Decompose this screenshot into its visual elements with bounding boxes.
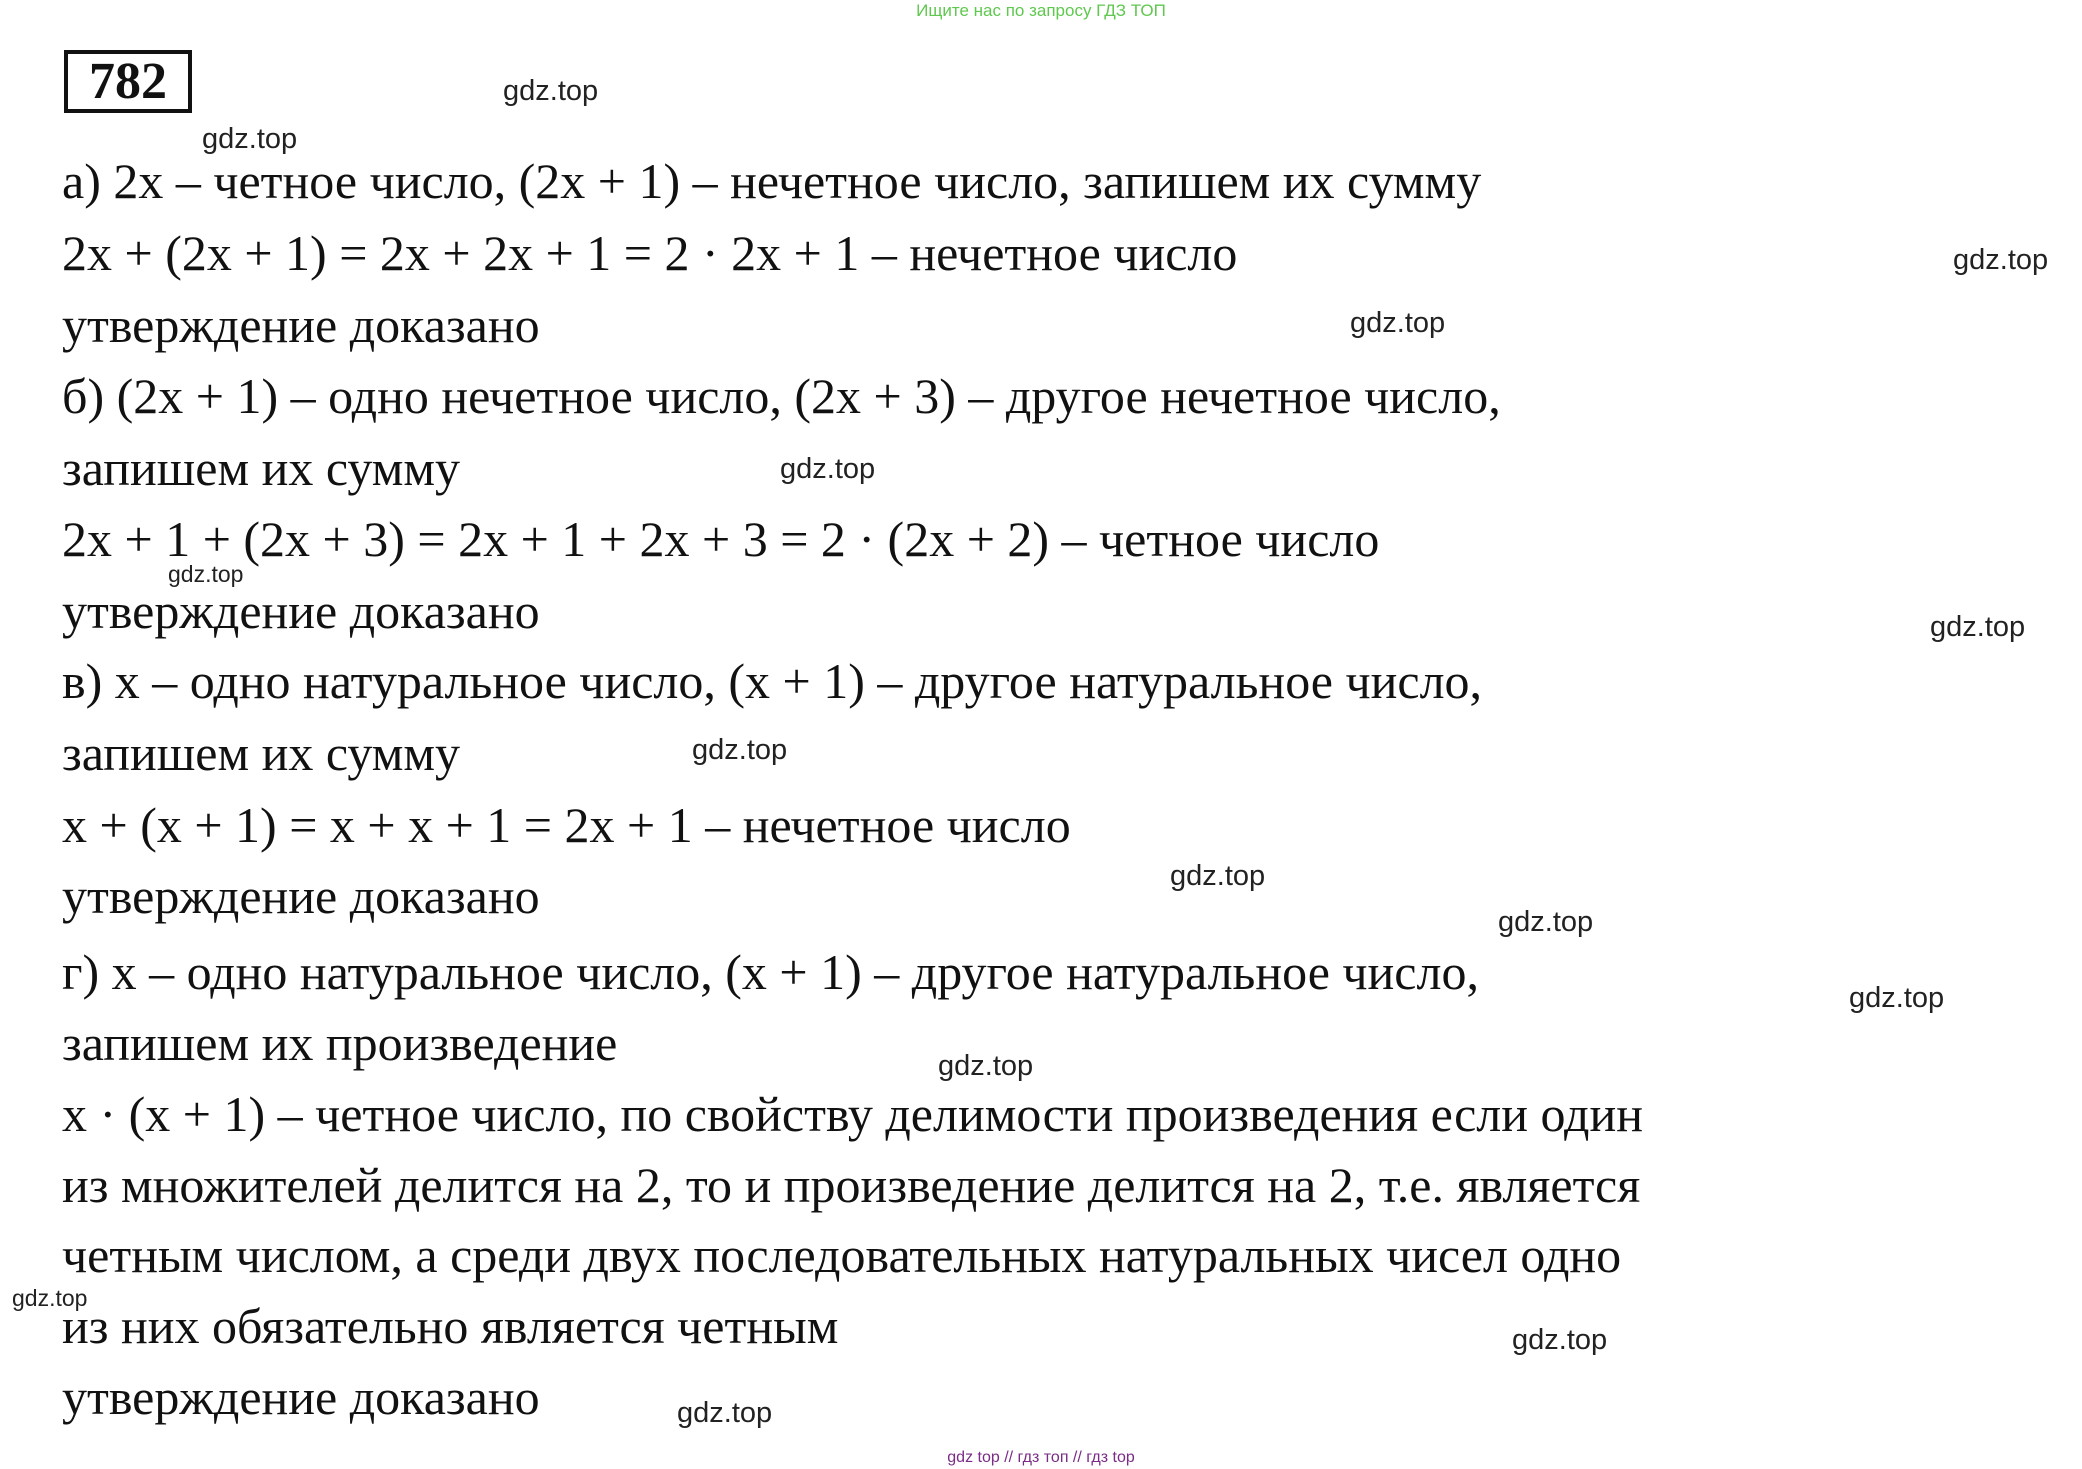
watermark: gdz.top [938, 1050, 1034, 1082]
solution-line-c3: х + (х + 1) = х + х + 1 = 2х + 1 – нечетное число [62, 797, 1071, 853]
watermark: gdz.top [692, 734, 788, 766]
solution-line-a2: 2х + (2х + 1) = 2х + 2х + 1 = 2 · 2х + 1 – нечетное число [62, 225, 1238, 281]
solution-line-d7: утверждение доказано [62, 1369, 540, 1425]
solution-line-a1: а) 2х – четное число, (2х + 1) – нечетное число, запишем их сумму [62, 153, 1482, 209]
watermark: gdz.top [12, 1285, 88, 1311]
watermark: gdz.top [1498, 906, 1594, 938]
watermark: gdz.top [202, 123, 298, 155]
solution-line-b4: утверждение доказано [62, 583, 540, 639]
exercise-number: 782 [64, 50, 192, 113]
solution-line-d6: из них обязательно является четным [62, 1298, 839, 1354]
watermark: gdz.top [1953, 244, 2049, 276]
watermark: gdz.top [503, 75, 599, 107]
watermark: gdz.top [168, 561, 244, 587]
solution-line-c4: утверждение доказано [62, 868, 540, 924]
watermark: gdz.top [1930, 611, 2026, 643]
solution-line-d2: запишем их произведение [62, 1015, 618, 1071]
solution-line-d4: из множителей делится на 2, то и произведение делится на 2, т.е. является [62, 1157, 1641, 1213]
watermark: gdz.top [677, 1397, 773, 1429]
solution-line-b1: б) (2х + 1) – одно нечетное число, (2х + 3) – другое нечетное число, [62, 368, 1501, 424]
watermark: gdz.top [1849, 982, 1945, 1014]
solution-line-d3: х · (х + 1) – четное число, по свойству делимости произведения если один [62, 1086, 1644, 1142]
solution-line-b2: запишем их сумму [62, 440, 461, 496]
solution-line-c2: запишем их сумму [62, 725, 461, 781]
solution-line-a3: утверждение доказано [62, 297, 540, 353]
footer-watermark: gdz top // гдз топ // гдз top [947, 1449, 1135, 1466]
watermark: gdz.top [1350, 307, 1446, 339]
solution-line-c1: в) х – одно натуральное число, (х + 1) – другое натуральное число, [62, 653, 1483, 709]
solution-line-d1: г) х – одно натуральное число, (х + 1) – другое натуральное число, [62, 944, 1479, 1000]
watermark: gdz.top [1170, 860, 1266, 892]
watermark: gdz.top [780, 453, 876, 485]
watermark: gdz.top [1512, 1324, 1608, 1356]
solution-line-b3: 2х + 1 + (2х + 3) = 2х + 1 + 2х + 3 = 2 · (2х + 2) – четное число [62, 511, 1380, 567]
solution-line-d5: четным числом, а среди двух последовательных натуральных чисел одно [62, 1227, 1622, 1283]
top-banner-link[interactable]: Ищите нас по запросу ГДЗ ТОП [916, 1, 1166, 20]
